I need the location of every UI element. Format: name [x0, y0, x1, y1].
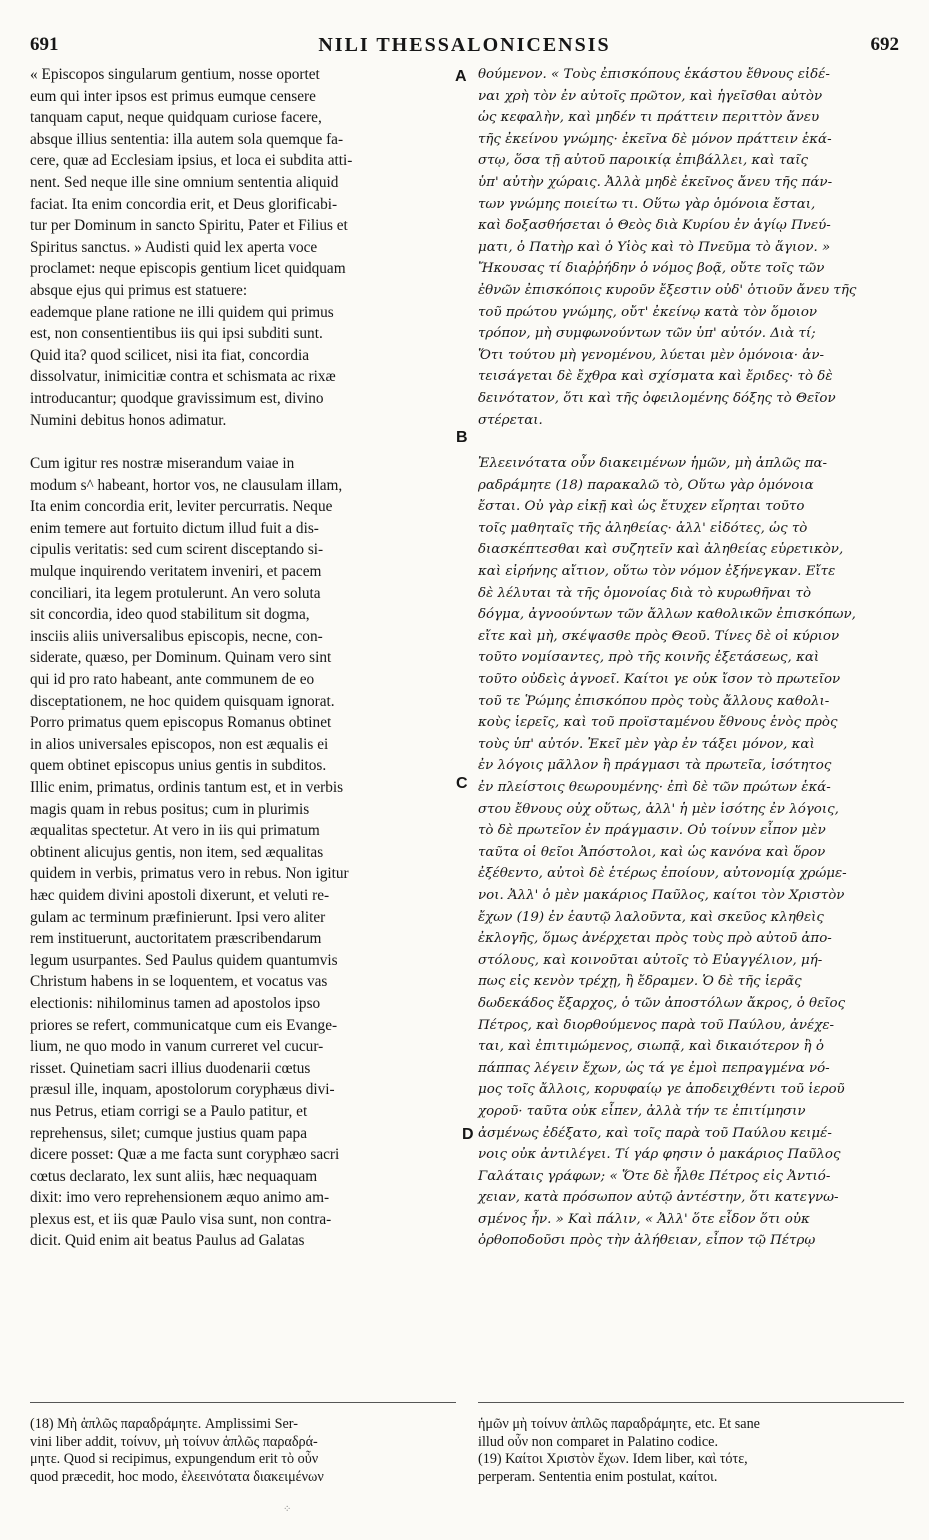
margin-marker-b: B [456, 429, 468, 446]
footnote-rule-left [30, 1402, 456, 1403]
margin-marker-c: C [456, 775, 468, 792]
page-number-right: 692 [870, 34, 899, 55]
footnote-rule-right [478, 1402, 904, 1403]
latin-paragraph-2: Cum igitur res nostræ miserandum vaiae in modum s^ habeant, hortor vos, ne clausulam illam, Ita enim concordia erit, leviter percurratis. Neque enim temere aut fortuito dictum illud fuit a dis- cipulis veritatis: sed cum scirent disceptando si- mulque inquirendo veritatem inveniri, et pacem conciliari, ita legem protulerunt. An vero soluta sit concordia, ideo quod stabilitum sit dogma, insciis aliis universalibus episcopis, necne, con- siderate, quæso, per Dominum. Quinam vero sint qui id pro rato habeant, ante communem de eo disceptationem, ne hoc quidem quisquam ignorat. Porro primatus quem episcopus Romanus obtinet in alios universales episcopos, non est æqualis ei quem obtinet episcopus unius gentis in subditos. Illic enim, primatus, ordinis tantum est, et in verbis magis quam in rebus positus; cum in plurimis æqualitas spectetur. At vero in iis qui primatum obtinent alicujus gentis, non item, sed æqualitas quidem in verbis, primatus vero in rebus. Non igitur hæc quidem divini apostoli dixerunt, et veluti re- gulam ac terminum præfinierunt. Ipsi vero aliter rem instituerunt, auctoritatem præscribendarum legum usurpantes. Sed Paulus quidem quantumvis Christum habens in se loquentem, et vocatus vas electionis: nihilominus tamen ad apostolos ipso priores se refert, communicatque cum eis Evange- lium, ne quo modo in vanum curreret vel cucur- risset. Quinetiam sacri illius duodenarii cœtus præsul ille, inquam, apostolorum coryphæus divi- nus Petrus, etiam corrigi se a Paulo patitur, et reprehensus, silet; cumque justius quam papa dicere posset: Quæ a me facta sunt coryphæo sacri cœtus declarato, lex sunt aliis, hæc nequaquam dixit: imo vero reprehensionem æquo animo am- plexus est, et iis quæ Paulo visa sunt, non contra- dicit. Quid enim ait beatus Paulus ad Galatas [30, 455, 349, 1250]
footnotes-left: (18) Μὴ ἁπλῶς παραδράμητε. Amplissimi Ser- vini liber addit, τοίνυν, μὴ τοίνυν ἁπλῶς παραδρά- μητε. Quod si recipimus, expungendum erit τὸ οὖν quod præcedit, hoc modo, ἐλεεινότατα διακειμένων [30, 1416, 324, 1485]
latin-paragraph-1: « Episcopos singularum gentium, nosse oportet eum qui inter ipsos est primus eumque censere tanquam caput, neque quidquam curiose facere, absque illius sententia: illa autem sola quemque fa- cere, quæ ad Ecclesiam ipsius, et loca ei subdita atti- nent. Sed neque ille sine omnium sententia aliquid faciat. Ita enim concordia erit, et Deus glorificabi- tur per Dominum in sancto Spiritu, Pater et Filius et Spiritus sanctus. » Audisti quid lex aperta voce proclamet: neque episcopis gentium licet quidquam absque ejus qui primus est statuere: eademque plane ratione ne illi quidem qui primus est, non consentientibus iis qui ipsi subditi sunt. Quid ita? quod scilicet, nisi ita fiat, concordia dissolvatur, inimicitiæ contra et schismata ac rixæ introducantur; quodque gravissimum est, divino Numini debitus honos adimatur. [30, 66, 353, 429]
greek-paragraph-2: Ἐλεεινότατα οὖν διακειμένων ἡμῶν, μὴ ἁπλῶς πα- ραδράμητε (18) παρακαλῶ τὸ, Οὕτω γὰρ ὁμόνοια ἔσται. Οὐ γὰρ εἰκῇ καὶ ὡς ἔτυχεν εἴρηται τοῦτο τοῖς μαθηταῖς τῆς ἀληθείας· ἀλλ' εἰδότες, ὡς τὸ διασκέπτεσθαι καὶ συζητεῖν καὶ ἀληθείας εὑρετικὸν, καὶ εἰρήνης αἴτιον, οὕτω τὸν νόμον ἐξήνεγκαν. Εἴτε δὲ λέλυται τὰ τῆς ὁμονοίας διὰ τὸ κυρωθῆναι τὸ δόγμα, ἀγνοούντων τῶν ἄλλων καθολικῶν ἐπισκόπων, εἴτε καὶ μὴ, σκέψασθε πρὸς Θεοῦ. Τίνες δὲ οἱ κύριον τοῦτο νομίσαντες, πρὸ τῆς κοινῆς ἐξετάσεως, καὶ τοῦτο οὐδεὶς ἀγνοεῖ. Καίτοι γε οὐκ ἴσον τὸ πρωτεῖον τοῦ τε Ῥώμης ἐπισκόπου πρὸς τοὺς ἄλλους καθολι- κοὺς ἱερεῖς, καὶ τοῦ προϊσταμένου ἔθνους ἑνὸς πρὸς τοὺς ὑπ' αὐτόν. Ἐκεῖ μὲν γὰρ ἐν τάξει μόνον, καὶ ἐν λόγοις μᾶλλον ἢ πράγμασι τὰ πρωτεῖα, ἰσότητος ἐν πλείστοις θεωρουμένης· ἐπὶ δὲ τῶν πρώτων ἑκά- στου ἔθνους οὐχ οὕτως, ἀλλ' ἡ μὲν ἰσότης ἐν λόγοις, τὸ δὲ πρωτεῖον ἐν πράγμασιν. Οὐ τοίνυν εἶπον μὲν ταῦτα οἱ θεῖοι Ἀπόστολοι, καὶ ὡς κανόνα καὶ ὅρον ἐξέθεντο, αὐτοὶ δὲ ἑτέρως ἐποίουν, αὐτονομίᾳ χρώμε- νοι. Ἀλλ' ὁ μὲν μακάριος Παῦλος, καίτοι τὸν Χριστὸν ἔχων (19) ἐν ἑαυτῷ λαλοῦντα, καὶ σκεῦος κληθεὶς ἐκλογῆς, ὅμως ἀνέρχεται πρὸς τοὺς πρὸ αὐτοῦ ἀπο- στόλους, καὶ κοινοῦται αὐτοῖς τὸ Εὐαγγέλιον, μή- πως εἰς κενὸν τρέχῃ, ἢ ἔδραμεν. Ὁ δὲ τῆς ἱερᾶς δωδεκάδος ἔξαρχος, ὁ τῶν ἀποστόλων ἄκρος, ὁ θεῖος Πέτρος, καὶ διορθούμενος παρὰ τοῦ Παύλου, ἀνέχε- ται, καὶ ἐπιτιμώμενος, σιωπᾷ, καὶ δικαιότερον ἢ ὁ πάππας λέγειν ἔχων, ὡς τά γε ἐμοὶ πεπραγμένα νό- μος τοῖς ἄλλοις, κορυφαίῳ γε ἀποδειχθέντι τοῦ ἱεροῦ χοροῦ· ταῦτα οὐκ εἶπεν, ἀλλὰ τήν τε ἐπιτίμησιν ἀσμένως ἐδέξατο, καὶ τοῖς παρὰ τοῦ Παύλου κειμέ- νοις οὐκ ἀντιλέγει. Τί γάρ φησιν ὁ μακάριος Παῦλος Γαλάταις γράφων; « Ὅτε δὲ ἦλθε Πέτρος εἰς Ἀντιό- χειαν, κατὰ πρόσωπον αὐτῷ ἀντέστην, ὅτι κατεγνω- σμένος ἦν. » Καὶ πάλιν, « Ἀλλ' ὅτε εἶδον ὅτι οὐκ ὀρθοποδοῦσι πρὸς τὴν ἀλήθειαν, εἶπον τῷ Πέτρῳ [478, 456, 856, 1249]
footnotes-right: ἡμῶν μὴ τοίνυν ἁπλῶς παραδράμητε, etc. Et sane illud οὖν non comparet in Palatino codice. (19) Καίτοι Χριστὸν ἔχων. Idem liber, καὶ τότε, perperam. Sententia enim postulat, καίτοι. [478, 1416, 760, 1485]
greek-paragraph-1: θούμενον. « Τοὺς ἐπισκόπους ἑκάστου ἔθνους εἰδέ- ναι χρὴ τὸν ἐν αὐτοῖς πρῶτον, καὶ ἡγεῖσθαι αὐτὸν ὡς κεφαλὴν, καὶ μηδέν τι πράττειν περιττὸν ἄνευ τῆς ἐκείνου γνώμης· ἐκεῖνα δὲ μόνον πράττειν ἑκά- στῳ, ὅσα τῇ αὐτοῦ παροικίᾳ ἐπιβάλλει, καὶ ταῖς ὑπ' αὐτὴν χώραις. Ἀλλὰ μηδὲ ἐκεῖνος ἄνευ τῆς πάν- των γνώμης ποιείτω τι. Οὕτω γὰρ ὁμόνοια ἔσται, καὶ δοξασθήσεται ὁ Θεὸς διὰ Κυρίου ἐν ἁγίῳ Πνεύ- ματι, ὁ Πατὴρ καὶ ὁ Υἱὸς καὶ τὸ Πνεῦμα τὸ ἅγιον. » Ἤκουσας τί διαῤῥήδην ὁ νόμος βοᾷ, οὔτε τοῖς τῶν ἐθνῶν ἐπισκόποις κυροῦν ἔξεστιν οὐδ' ὁτιοῦν ἄνευ τῆς τοῦ πρώτου γνώμης, οὔτ' ἐκείνῳ κατὰ τὸν ὅμοιον τρόπον, μὴ συμφωνούντων τῶν ὑπ' αὐτόν. Διὰ τί; Ὅτι τούτου μὴ γενομένου, λύεται μὲν ὁμόνοια· ἀν- τεισάγεται δὲ ἔχθρα καὶ σχίσματα καὶ ἔριδες· τὸ δὲ δεινότατον, ὅτι καὶ τῆς ὀφειλομένης δόξης τὸ Θεῖον στέρεται. [478, 67, 857, 428]
paragraph-gap [30, 431, 456, 453]
latin-column [30, 64, 456, 1252]
printing-speck: ⁘ [283, 1504, 292, 1515]
page-number-left: 691 [30, 34, 59, 55]
margin-marker-d: D [462, 1126, 474, 1143]
paragraph-gap [478, 431, 904, 453]
margin-marker-a: A [455, 68, 467, 85]
running-title: NILI THESSALONICENSIS [318, 34, 611, 56]
greek-column [478, 64, 904, 1252]
